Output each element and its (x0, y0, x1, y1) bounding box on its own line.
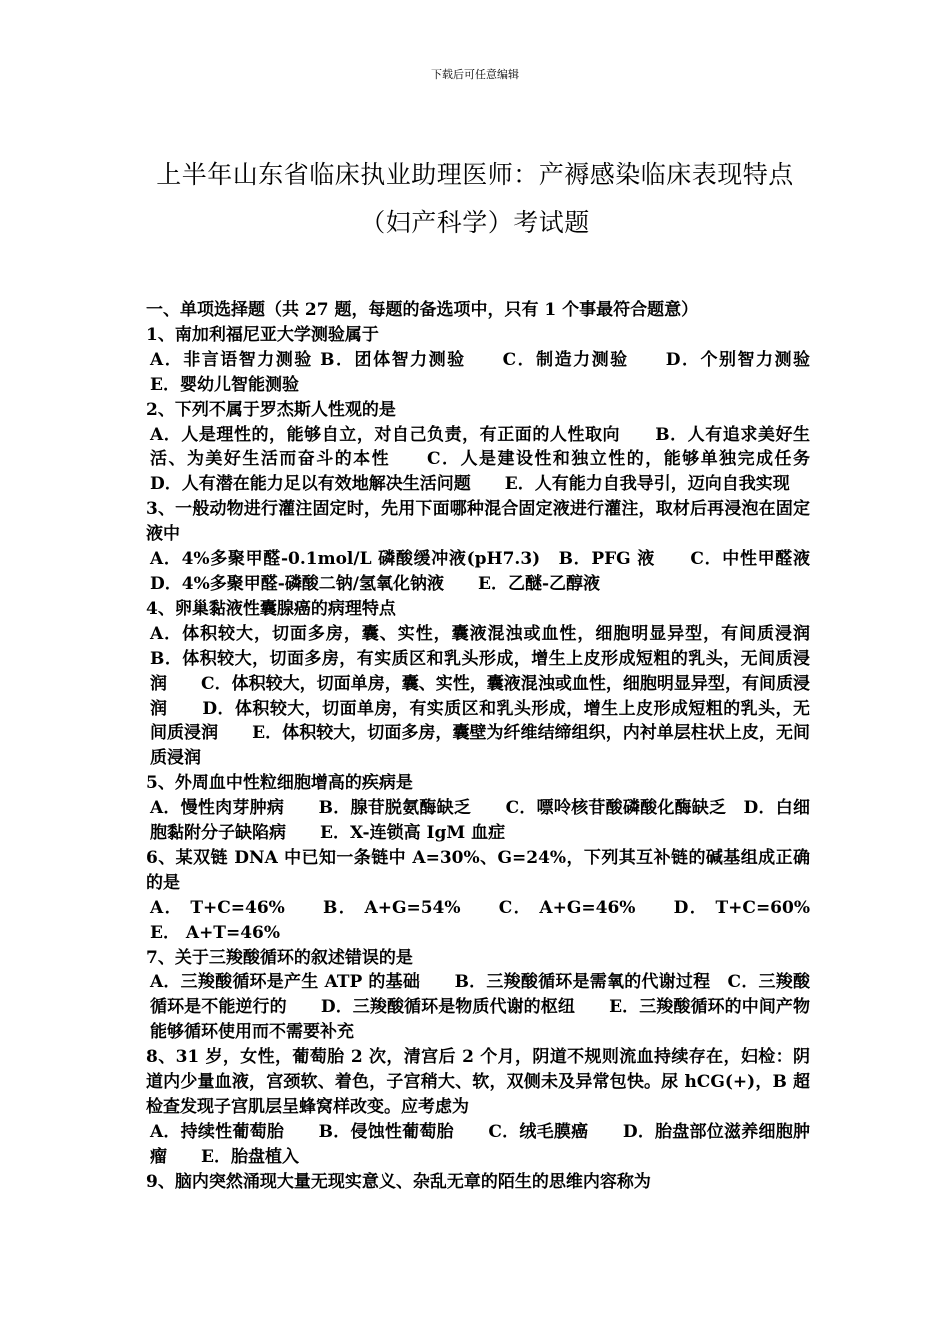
question-stem: 3、一般动物进行灌注固定时，先用下面哪种混合固定液进行灌注，取材后再浸泡在固定液中 (146, 499, 810, 545)
question-stem: 8、31 岁，女性，葡萄胎 2 次，清宫后 2 个月，阴道不规则流血持续存在，妇检：阴道内少量血液，宫颈软、着色，子宫稍大、软，双侧未及异常包快。尿 hCG(+)，B 超检查发现子宫肌层呈蜂窝样改变。应考虑为 (146, 1047, 810, 1117)
question-options: A． T+C=46% B． A+G=54% C． A+G=46% D． T+C=60% E． A+T=46% (150, 897, 827, 943)
question-stem: 4、卵巢黏液性囊腺癌的病理特点 (146, 598, 396, 619)
header-note: 下载后可任意编辑 (431, 68, 519, 81)
question-options: A．人是理性的，能够自立，对自己负责，有正面的人性取向 B．人有追求美好生活、为美好生活而奋斗的本性 C．人是建设性和独立性的，能够单独完成任务 D．人有潜在能力足以有效地解决生活问题 E．人有能力自我导引，迈向自我实现 (150, 424, 844, 495)
question-content (146, 298, 844, 1195)
section-heading: 一、单项选择题（共 27 题，每题的备选项中，只有 1 个事最符合题意） (146, 300, 699, 320)
question-stem: 5、外周血中性粒细胞增高的疾病是 (146, 773, 413, 794)
question-stem: 9、脑内突然涌现大量无现实意义、杂乱无章的陌生的思维内容称为 (146, 1171, 651, 1192)
document-title-line2: （妇产科学）考试题 (360, 208, 590, 237)
question-options: A．三羧酸循环是产生 ATP 的基础 B．三羧酸循环是需氧的代谢过程 C．三羧酸循环是不能逆行的 D．三羧酸循环是物质代谢的枢纽 E．三羧酸循环的中间产物能够循环使用而不需要补充 (150, 972, 810, 1043)
question-options: A．体积较大，切面多房，囊、实性，囊液混浊或血性，细胞明显异型，有间质浸润 B．体积较大，切面多房，有实质区和乳头形成，增生上皮形成短粗的乳头，无间质浸润 C．体积较大，切面单房，囊、实性，囊液混浊或血性，细胞明显异型，有间质浸润 D．体积较大，切面单房，有实质区和乳头形成，增生上皮形成短粗的乳头，无间质浸润 E．体积较大，切面多房，囊壁为纤维结缔组织，内衬单层柱状上皮，无间质浸润 (150, 623, 844, 769)
question-options: A．非言语智力测验 B．团体智力测验 C．制造力测验 D．个别智力测验 E．婴幼儿智能测验 (150, 349, 844, 395)
question-options: A．慢性肉芽肿病 B．腺苷脱氨酶缺乏 C．嘌呤核苷酸磷酸化酶缺乏 D．白细胞黏附分子缺陷病 E．X-连锁高 IgM 血症 (150, 798, 810, 844)
question-options: A．持续性葡萄胎 B．侵蚀性葡萄胎 C．绒毛膜癌 D．胎盘部位滋养细胞肿瘤 E．胎盘植入 (150, 1121, 810, 1167)
question-options: A．4%多聚甲醛-0.1mol/L 磷酸缓冲液(pH7.3) B．PFG 液 C．中性甲醛液 D．4%多聚甲醛-磷酸二钠/氢氧化钠液 E．乙醚-乙醇液 (150, 549, 844, 594)
question-stem: 2、下列不属于罗杰斯人性观的是 (146, 399, 396, 420)
question-stem: 1、南加利福尼亚大学测验属于 (146, 324, 379, 345)
question-stem: 7、关于三羧酸循环的叙述错误的是 (146, 947, 413, 968)
document-title-line1: 上半年山东省临床执业助理医师：产褥感染临床表现特点 (156, 160, 794, 189)
question-stem: 6、某双链 DNA 中已知一条链中 A=30%、G=24%，下列其互补链的碱基组成正确的是 (146, 847, 810, 893)
